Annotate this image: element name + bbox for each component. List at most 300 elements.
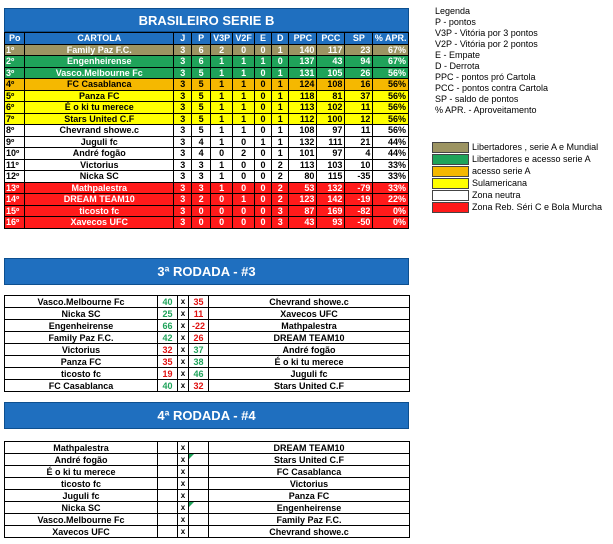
zone-swatch (432, 190, 469, 201)
legend-zone (432, 153, 612, 165)
home-score: 66 (158, 320, 178, 332)
position-cell: 11º (5, 159, 25, 171)
legend-item: V3P - Vitória por 3 pontos (435, 28, 538, 38)
versus-mark: x (178, 368, 189, 380)
stat-cell: 94 (345, 56, 373, 68)
stat-cell: 2 (272, 194, 289, 206)
versus-mark: x (178, 380, 189, 392)
stat-cell: 0 (254, 217, 271, 229)
position-cell: 15º (5, 205, 25, 217)
stat-cell: 0 (233, 171, 255, 183)
home-score (158, 466, 178, 478)
stat-cell: 37 (345, 90, 373, 102)
stat-cell: 3 (192, 171, 210, 183)
stat-cell: -82 (345, 205, 373, 217)
away-score (189, 514, 209, 526)
legend-item: P - pontos (435, 17, 476, 27)
team-name: Xavecos UFC (25, 217, 174, 229)
stat-cell: 33% (373, 171, 409, 183)
away-team: Family Paz F.C. (209, 514, 410, 526)
stat-cell: -50 (345, 217, 373, 229)
standings-row (5, 44, 409, 56)
stat-cell: 1 (272, 125, 289, 137)
away-score: 11 (189, 308, 209, 320)
standings-row (5, 171, 409, 183)
home-score (158, 526, 178, 538)
away-team: André fogão (209, 344, 410, 356)
stat-cell: 2 (192, 194, 210, 206)
home-score (158, 502, 178, 514)
stat-cell: 0 (254, 90, 271, 102)
home-score: 32 (158, 344, 178, 356)
home-score: 19 (158, 368, 178, 380)
stat-cell: 1 (210, 125, 233, 137)
position-cell: 12º (5, 171, 25, 183)
away-team: Stars United C.F (209, 380, 410, 392)
home-score: 35 (158, 356, 178, 368)
stat-cell: 0 (254, 44, 271, 56)
stat-cell: 0 (254, 205, 271, 217)
home-team: Juguli fc (5, 490, 158, 502)
away-score: 46 (189, 368, 209, 380)
versus-mark: x (178, 442, 189, 454)
stat-cell: 1 (272, 44, 289, 56)
away-score (189, 466, 209, 478)
versus-mark: x (178, 490, 189, 502)
away-score: 35 (189, 296, 209, 308)
stat-cell: 93 (317, 217, 345, 229)
standings-row (5, 182, 409, 194)
stat-cell: 44% (373, 136, 409, 148)
match-row (5, 296, 410, 308)
stat-cell: 43 (289, 217, 317, 229)
round4-banner: 4ª RODADA - #4 (4, 402, 409, 429)
away-score (189, 442, 209, 454)
stat-cell: 0 (233, 136, 255, 148)
match-row (5, 478, 410, 490)
stat-cell: 1 (233, 113, 255, 125)
stat-cell: -19 (345, 194, 373, 206)
versus-mark: x (178, 454, 189, 466)
stat-cell: 2 (272, 182, 289, 194)
position-cell: 2º (5, 56, 25, 68)
home-team: Xavecos UFC (5, 526, 158, 538)
stat-cell: 80 (289, 171, 317, 183)
stat-cell: 1 (272, 102, 289, 114)
stat-cell: 0 (254, 102, 271, 114)
round3-banner: 3ª RODADA - #3 (4, 258, 409, 285)
stat-cell: 1 (233, 56, 255, 68)
stat-cell: 67% (373, 44, 409, 56)
stat-cell: 1 (233, 194, 255, 206)
home-team: Nicka SC (5, 308, 158, 320)
stat-cell: 123 (289, 194, 317, 206)
standings-table (4, 32, 409, 229)
column-header: SP (345, 33, 373, 45)
stat-cell: 1 (272, 90, 289, 102)
stat-cell: 3 (174, 205, 192, 217)
column-header: CARTOLA (25, 33, 174, 45)
stat-cell: 1 (272, 136, 289, 148)
versus-mark: x (178, 514, 189, 526)
versus-mark: x (178, 308, 189, 320)
position-cell: 6º (5, 102, 25, 114)
stat-cell: 5 (192, 125, 210, 137)
stat-cell: 56% (373, 79, 409, 91)
home-team: Mathpalestra (5, 442, 158, 454)
stat-cell: 10 (345, 159, 373, 171)
stat-cell: 3 (174, 136, 192, 148)
stat-cell: 108 (317, 79, 345, 91)
match-row (5, 466, 410, 478)
stat-cell: 0 (233, 205, 255, 217)
stat-cell: 3 (272, 217, 289, 229)
zone-label: Zona Reb. Séri C e Bola Murcha (472, 202, 603, 212)
stat-cell: 2 (233, 148, 255, 160)
stat-cell: 3 (174, 44, 192, 56)
stat-cell: 1 (233, 67, 255, 79)
stat-cell: 0 (254, 194, 271, 206)
standings-row (5, 194, 409, 206)
away-score (189, 490, 209, 502)
stat-cell: 113 (289, 102, 317, 114)
column-header: % APR. (374, 33, 407, 44)
column-header: P (192, 33, 210, 45)
stat-cell: 0 (254, 113, 271, 125)
stat-cell: 1 (210, 171, 233, 183)
position-cell: 13º (5, 182, 25, 194)
match-row (5, 526, 410, 538)
stat-cell: 118 (289, 90, 317, 102)
stat-cell: 97 (317, 125, 345, 137)
team-name: Juguli fc (25, 136, 174, 148)
team-name: André fogão (25, 148, 174, 160)
stat-cell: 6 (192, 56, 210, 68)
position-cell: 5º (5, 90, 25, 102)
stat-cell: 1 (210, 90, 233, 102)
legend-zone (432, 189, 612, 201)
zone-label: Zona neutra (472, 190, 521, 200)
home-score: 42 (158, 332, 178, 344)
away-team: Juguli fc (209, 368, 410, 380)
stat-cell: 112 (289, 113, 317, 125)
stat-cell: 67% (373, 56, 409, 68)
stat-cell: 0 (272, 56, 289, 68)
position-cell: 7º (5, 113, 25, 125)
legend-zone (432, 177, 612, 189)
stat-cell: 1 (272, 67, 289, 79)
match-row (5, 356, 410, 368)
home-team: Nicka SC (5, 502, 158, 514)
legend-item: D - Derrota (435, 61, 480, 71)
stat-cell: 56% (373, 102, 409, 114)
home-team: Engenheirense (5, 320, 158, 332)
stat-cell: 1 (254, 136, 271, 148)
team-name: É o ki tu merece (25, 102, 174, 114)
stat-cell: 0 (233, 217, 255, 229)
versus-mark: x (178, 526, 189, 538)
standings-header (5, 33, 409, 45)
column-header: J (174, 33, 192, 45)
stat-cell: 97 (317, 148, 345, 160)
stat-cell: 132 (317, 182, 345, 194)
stat-cell: 4 (192, 148, 210, 160)
column-header: V3P (210, 33, 233, 45)
home-score (158, 490, 178, 502)
standings-row (5, 56, 409, 68)
team-name: Victorius (25, 159, 174, 171)
column-header: D (272, 33, 289, 45)
stat-cell: 5 (192, 67, 210, 79)
stat-cell: 0 (254, 171, 271, 183)
stat-cell: 108 (289, 125, 317, 137)
stat-cell: 0 (233, 44, 255, 56)
stat-cell: 0 (210, 148, 233, 160)
away-team: Engenheirense (209, 502, 410, 514)
team-name: Stars United C.F (25, 113, 174, 125)
stat-cell: 56% (373, 90, 409, 102)
home-team: FC Casablanca (5, 380, 158, 392)
stat-cell: 0 (254, 67, 271, 79)
stat-cell: 1 (233, 102, 255, 114)
legend-item: PCC - pontos contra Cartola (435, 83, 549, 93)
away-team: É o ki tu merece (209, 356, 410, 368)
stat-cell: 0 (254, 125, 271, 137)
position-cell: 8º (5, 125, 25, 137)
match-row (5, 380, 410, 392)
legend-item: % APR. - Aproveitamento (435, 105, 537, 115)
stat-cell: 3 (174, 182, 192, 194)
home-team: ticosto fc (5, 368, 158, 380)
stat-cell: 11 (345, 102, 373, 114)
away-team: Chevrand showe.c (209, 296, 410, 308)
round4-table (4, 441, 410, 538)
standings-row (5, 113, 409, 125)
away-score (189, 454, 209, 466)
column-header: V2F (233, 33, 255, 45)
stat-cell: 5 (192, 102, 210, 114)
team-name: Family Paz F.C. (25, 44, 174, 56)
match-row (5, 320, 410, 332)
stat-cell: 2 (272, 159, 289, 171)
standings-row (5, 125, 409, 137)
standings-row (5, 102, 409, 114)
stat-cell: 44% (373, 148, 409, 160)
match-row (5, 332, 410, 344)
stat-cell: 56% (373, 125, 409, 137)
stat-cell: 0% (373, 205, 409, 217)
stat-cell: -79 (345, 182, 373, 194)
stat-cell: 3 (174, 56, 192, 68)
stat-cell: 132 (289, 136, 317, 148)
stat-cell: 3 (174, 125, 192, 137)
away-score (189, 502, 209, 514)
position-cell: 9º (5, 136, 25, 148)
home-team: Vasco.Melbourne Fc (5, 296, 158, 308)
position-cell: 16º (5, 217, 25, 229)
legend-zone (432, 141, 612, 153)
stat-cell: 142 (317, 194, 345, 206)
versus-mark: x (178, 502, 189, 514)
match-row (5, 344, 410, 356)
stat-cell: 5 (192, 113, 210, 125)
versus-mark: x (178, 466, 189, 478)
stat-cell: 1 (210, 182, 233, 194)
legend-item: SP - saldo de pontos (435, 94, 519, 104)
legend-zones (432, 141, 612, 213)
stat-cell: 53 (289, 182, 317, 194)
away-team: DREAM TEAM10 (209, 442, 410, 454)
stat-cell: 4 (192, 136, 210, 148)
stat-cell: 1 (210, 136, 233, 148)
stat-cell: 101 (289, 148, 317, 160)
stat-cell: 4 (345, 148, 373, 160)
stat-cell: 6 (192, 44, 210, 56)
home-score (158, 514, 178, 526)
versus-mark: x (178, 344, 189, 356)
stat-cell: 0% (373, 217, 409, 229)
stat-cell: 3 (174, 217, 192, 229)
zone-swatch (432, 202, 469, 213)
column-header: Po (5, 33, 25, 45)
home-team: André fogão (5, 454, 158, 466)
home-score: 40 (158, 296, 178, 308)
stat-cell: 169 (317, 205, 345, 217)
stat-cell: 21 (345, 136, 373, 148)
away-score (189, 526, 209, 538)
stat-cell: 33% (373, 159, 409, 171)
away-score: 38 (189, 356, 209, 368)
stat-cell: -35 (345, 171, 373, 183)
stat-cell: 56% (373, 67, 409, 79)
stat-cell: 26 (345, 67, 373, 79)
legend-item: PPC - pontos pró Cartola (435, 72, 536, 82)
home-team: Family Paz F.C. (5, 332, 158, 344)
stat-cell: 1 (272, 79, 289, 91)
home-team: Panza FC (5, 356, 158, 368)
stat-cell: 0 (233, 182, 255, 194)
stat-cell: 3 (174, 102, 192, 114)
stat-cell: 3 (174, 159, 192, 171)
stat-cell: 1 (210, 159, 233, 171)
away-score: 37 (189, 344, 209, 356)
standings-row (5, 79, 409, 91)
team-name: Panza FC (25, 90, 174, 102)
away-score (189, 478, 209, 490)
stat-cell: 124 (289, 79, 317, 91)
versus-mark: x (178, 296, 189, 308)
column-header: E (254, 33, 271, 45)
stat-cell: 1 (210, 102, 233, 114)
stat-cell: 1 (254, 56, 271, 68)
stat-cell: 0 (254, 79, 271, 91)
stat-cell: 3 (174, 67, 192, 79)
home-team: Vasco.Melbourne Fc (5, 514, 158, 526)
column-header: PPC (289, 33, 317, 45)
standings-row (5, 159, 409, 171)
stat-cell: 103 (317, 159, 345, 171)
position-cell: 3º (5, 67, 25, 79)
legend-item: V2P - Vitória por 2 pontos (435, 39, 538, 49)
stat-cell: 5 (192, 90, 210, 102)
stat-cell: 115 (317, 171, 345, 183)
stat-cell: 1 (233, 125, 255, 137)
stat-cell: 33% (373, 182, 409, 194)
standings-row (5, 148, 409, 160)
team-name: ticosto fc (25, 205, 174, 217)
team-name: DREAM TEAM10 (25, 194, 174, 206)
team-name: Vasco.Melbourne Fc (25, 67, 174, 79)
zone-label: Libertadores , serie A e Mundial (472, 142, 599, 152)
stat-cell: 1 (272, 113, 289, 125)
stat-cell: 3 (174, 171, 192, 183)
legend-zone (432, 165, 612, 177)
position-cell: 4º (5, 79, 25, 91)
home-team: ticosto fc (5, 478, 158, 490)
stat-cell: 3 (174, 79, 192, 91)
away-score: 26 (189, 332, 209, 344)
stat-cell: 0 (210, 194, 233, 206)
team-name: Mathpalestra (25, 182, 174, 194)
away-team: DREAM TEAM10 (209, 332, 410, 344)
standings-title: BRASILEIRO SERIE B (4, 8, 409, 32)
column-header: PCC (317, 33, 345, 45)
away-team: Panza FC (209, 490, 410, 502)
stat-cell: 3 (174, 113, 192, 125)
stat-cell: 100 (317, 113, 345, 125)
away-team: Victorius (209, 478, 410, 490)
home-score (158, 478, 178, 490)
stat-cell: 102 (317, 102, 345, 114)
standings-row (5, 217, 409, 229)
stat-cell: 16 (345, 79, 373, 91)
team-name: Chevrand showe.c (25, 125, 174, 137)
home-team: Victorius (5, 344, 158, 356)
zone-swatch (432, 166, 469, 177)
zone-label: Sulamericana (472, 178, 528, 188)
home-score: 40 (158, 380, 178, 392)
stat-cell: 3 (192, 159, 210, 171)
stat-cell: 0 (192, 205, 210, 217)
home-score: 25 (158, 308, 178, 320)
team-name: Engenheirense (25, 56, 174, 68)
legend-zone (432, 201, 612, 213)
stat-cell: 3 (174, 90, 192, 102)
versus-mark: x (178, 320, 189, 332)
stat-cell: 5 (192, 79, 210, 91)
team-name: Nicka SC (25, 171, 174, 183)
stat-cell: 0 (192, 217, 210, 229)
stat-cell: 56% (373, 113, 409, 125)
stat-cell: 3 (174, 194, 192, 206)
stat-cell: 43 (317, 56, 345, 68)
stat-cell: 1 (272, 148, 289, 160)
stat-cell: 81 (317, 90, 345, 102)
away-score: -22 (189, 320, 209, 332)
standings-row (5, 136, 409, 148)
home-score (158, 454, 178, 466)
legend-title: Legenda (435, 6, 471, 16)
match-row (5, 502, 410, 514)
stat-cell: 87 (289, 205, 317, 217)
position-cell: 14º (5, 194, 25, 206)
stat-cell: 22% (373, 194, 409, 206)
stat-cell: 1 (233, 79, 255, 91)
legend-item: E - Empate (435, 50, 481, 60)
stat-cell: 11 (345, 125, 373, 137)
versus-mark: x (178, 478, 189, 490)
stat-cell: 137 (289, 56, 317, 68)
